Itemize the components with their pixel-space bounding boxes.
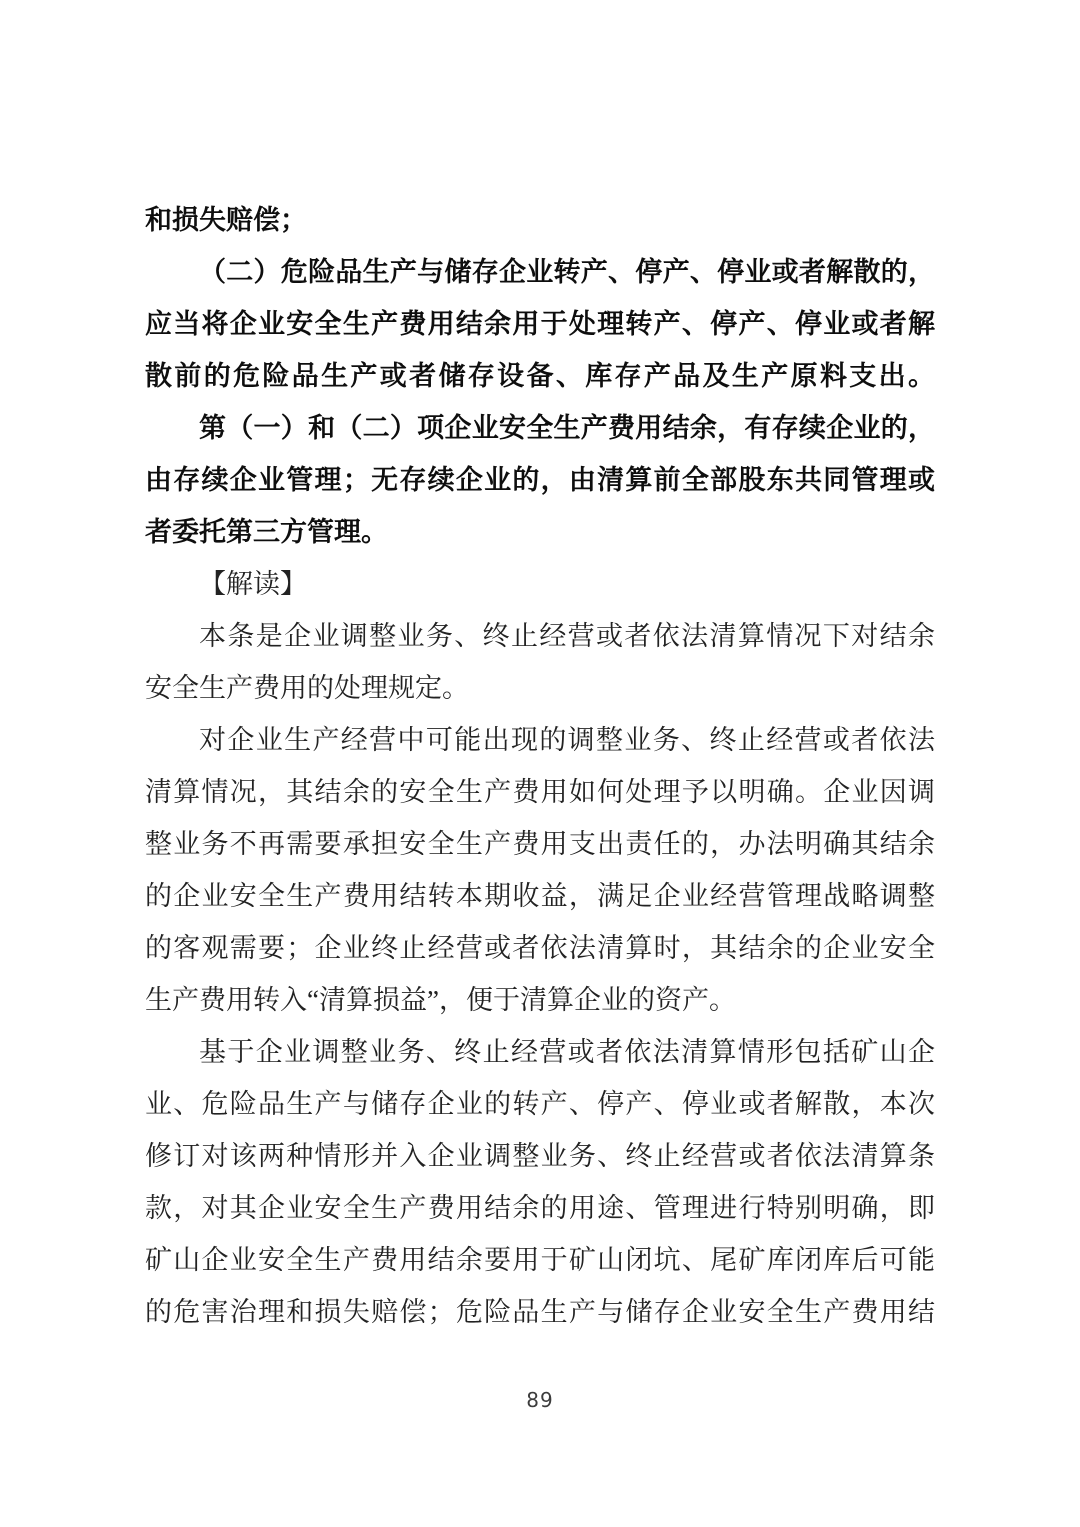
text-line: 生产费用转入“清算损益”，便于清算企业的资产。 — [145, 985, 736, 1015]
text-line: 和损失赔偿； — [145, 205, 307, 235]
text-line: 由存续企业管理；无存续企业的，由清算前全部股东共同管理或 — [145, 465, 935, 495]
text-line: 【解读】 — [199, 569, 307, 599]
text-line: 矿山企业安全生产费用结余要用于矿山闭坑、尾矿库闭库后可能 — [145, 1245, 935, 1275]
text-line: 安全生产费用的处理规定。 — [145, 673, 469, 703]
text-line: 应当将企业安全生产费用结余用于处理转产、停产、停业或者解 — [145, 309, 935, 339]
text-line: 整业务不再需要承担安全生产费用支出责任的，办法明确其结余 — [145, 829, 935, 859]
text-line: （二）危险品生产与储存企业转产、停产、停业或者解散的， — [199, 257, 935, 287]
text-line: 款，对其企业安全生产费用结余的用途、管理进行特别明确，即 — [145, 1193, 935, 1223]
text-line: 业、危险品生产与储存企业的转产、停产、停业或者解散，本次 — [145, 1089, 935, 1119]
text-line: 第（一）和（二）项企业安全生产费用结余，有存续企业的， — [199, 413, 935, 443]
text-line: 清算情况，其结余的安全生产费用如何处理予以明确。企业因调 — [145, 777, 935, 807]
text-line: 的客观需要；企业终止经营或者依法清算时，其结余的企业安全 — [145, 933, 935, 963]
text-line: 散前的危险品生产或者储存设备、库存产品及生产原料支出。 — [145, 361, 935, 391]
text-line: 本条是企业调整业务、终止经营或者依法清算情况下对结余 — [199, 621, 935, 651]
text-line: 者委托第三方管理。 — [145, 517, 388, 547]
text-line: 基于企业调整业务、终止经营或者依法清算情形包括矿山企 — [199, 1037, 935, 1067]
text-line: 的企业安全生产费用结转本期收益，满足企业经营管理战略调整 — [145, 881, 935, 911]
text-line: 对企业生产经营中可能出现的调整业务、终止经营或者依法 — [199, 725, 935, 755]
page-number: 89 — [526, 1388, 554, 1412]
document-text-block — [145, 194, 935, 1338]
text-line: 修订对该两种情形并入企业调整业务、终止经营或者依法清算条 — [145, 1141, 935, 1171]
text-line: 的危害治理和损失赔偿；危险品生产与储存企业安全生产费用结 — [145, 1297, 935, 1327]
